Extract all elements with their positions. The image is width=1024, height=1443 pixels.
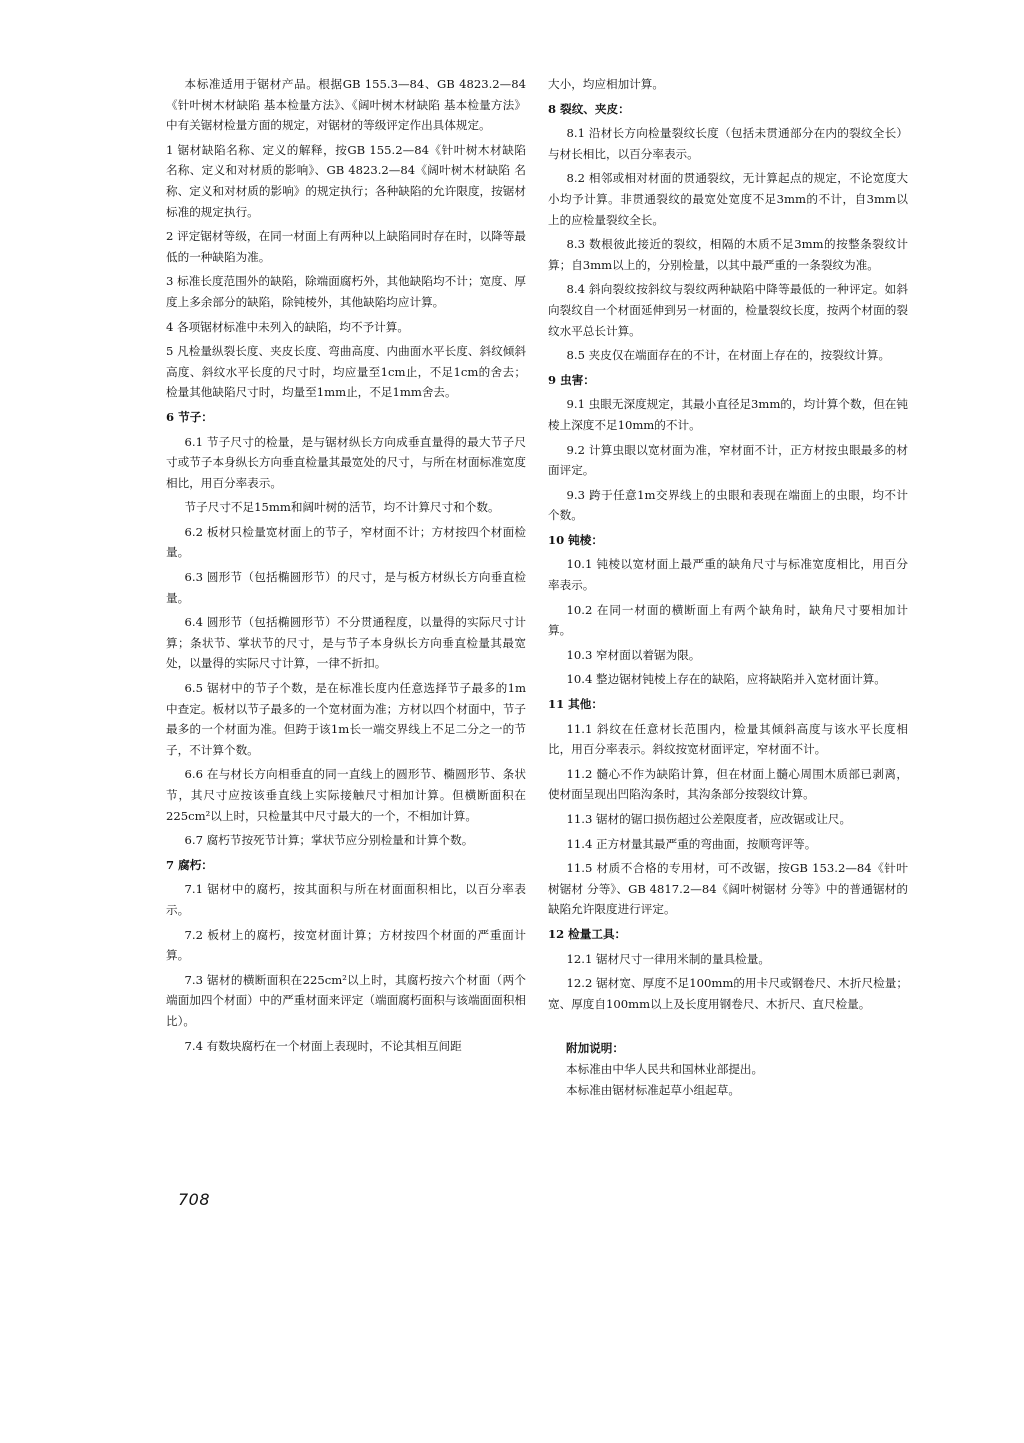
paragraph: 9.1 虫眼无深度规定，其最小直径足3mm的，均计算个数，但在钝棱上深度不足10mm的不计。 — [548, 397, 908, 432]
paragraph: 6.6 在与材长方向相垂直的同一直线上的圆形节、椭圆形节、条状节，其尺寸应按该垂直线上实际接触尺寸相加计算。但横断面积在225cm²以上时，只检量其中尺寸最大的一个，不相加计算。 — [166, 767, 526, 823]
paragraph: 12.2 锯材宽、厚度不足100mm的用卡尺或钢卷尺、木折尺检量；宽、厚度自100mm以上及长度用钢卷尺、木折尺、直尺检量。 — [548, 976, 908, 1011]
paragraph: 8.4 斜向裂纹按斜纹与裂纹两种缺陷中降等最低的一种评定。如斜向裂纹自一个材面延伸到另一材面的，检量裂纹长度，按两个材面的裂纹水平总长计算。 — [548, 282, 908, 338]
paragraph: 8.5 夹皮仅在端面存在的不计，在材面上存在的，按裂纹计算。 — [566, 348, 891, 363]
paragraph: 9.3 跨于任意1m交界线上的虫眼和表现在端面上的虫眼，均不计个数。 — [548, 487, 908, 523]
appendix-title: 附加说明： — [566, 1041, 624, 1056]
paragraph: 6.4 圆形节（包括椭圆形节）不分贯通程度，以量得的实际尺寸计算；条状节、掌状节的尺寸，是与节子本身纵长方向垂直检量其最宽处，以量得的实际尺寸计算，一律不折扣。 — [166, 615, 526, 671]
paragraph: 6.7 腐朽节按死节计算；掌状节应分别检量和计算个数。 — [184, 833, 474, 848]
paragraph: 8.2 相邻或相对材面的贯通裂纹，无计算起点的规定，不论宽度大小均予计算。非贯通裂纹的最宽处宽度不足3mm的不计，自3mm以上的应检量裂纹全长。 — [548, 171, 908, 227]
paragraph: 6.5 锯材中的节子个数，是在标准长度内任意选择节子最多的1m中查定。板材以节子最多的一个宽材面为准；方材以四个材面中，节子最多的一个材面为准。但跨于该1m长一端交界线上不足二分之一的节子，不计算个数。 — [166, 681, 526, 757]
paragraph: 10.4 整边锯材钝棱上存在的缺陷，应将缺陷并入宽材面计算。 — [566, 672, 886, 687]
appendix — [548, 1038, 908, 1100]
section-heading: 6 节子： — [166, 409, 213, 424]
paragraph: 7.4 有数块腐朽在一个材面上表现时，不论其相互间距 — [184, 1038, 462, 1053]
paragraph: 12.1 锯材尺寸一律用米制的量具检量。 — [566, 951, 770, 966]
section-heading: 11 其他： — [548, 697, 603, 712]
paragraph: 大小，均应相加计算。 — [548, 77, 664, 91]
paragraph: 本标准适用于锯材产品。根据GB 155.3—84、GB 4823.2—84《针叶树木材缺陷 基本检量方法》、《阔叶树木材缺陷 基本检量方法》中有关锯材检量方面的规定，对锯材的等级评定作出具体规定。 — [166, 77, 526, 133]
paragraph: 11.2 髓心不作为缺陷计算，但在材面上髓心周围木质部已剥离，使材面呈现出凹陷沟条时，其沟条部分按裂纹计算。 — [548, 766, 908, 802]
paragraph: 1 锯材缺陷名称、定义的解释，按GB 155.2—84《针叶树木材缺陷 名称、定义和对材质的影响》、GB 4823.2—84《阔叶树木材缺陷 名称、定义和对材质的影响》的规定执行；各种缺陷的允许限度，按锯材标准的规定执行。 — [166, 142, 526, 219]
paragraph: 8.1 沿材长方向检量裂纹长度（包括未贯通部分在内的裂纹全长）与材长相比，以百分率表示。 — [548, 126, 908, 161]
paragraph: 6.2 板材只检量宽材面上的节子，窄材面不计；方材按四个材面检量。 — [166, 524, 526, 560]
paragraph: 11.4 正方材量其最严重的弯曲面，按顺弯评等。 — [566, 836, 817, 851]
paragraph: 4 各项锯材标准中未列入的缺陷，均不予计算。 — [166, 319, 409, 334]
section-heading: 7 腐朽： — [166, 857, 213, 872]
paragraph: 7.3 锯材的横断面积在225cm²以上时，其腐朽按六个材面（两个端面加四个材面）中的严重材面来评定（端面腐朽面积与该端面面积相比）。 — [166, 972, 526, 1028]
paragraph: 6.3 圆形节（包括椭圆形节）的尺寸，是与板方材纵长方向垂直检量。 — [166, 570, 526, 605]
paragraph: 11.1 斜纹在任意材长范围内，检量其倾斜高度与该水平长度相比，用百分率表示。斜纹按宽材面评定，窄材面不计。 — [548, 721, 908, 757]
paragraph: 10.1 钝棱以宽材面上最严重的缺角尺寸与标准宽度相比，用百分率表示。 — [548, 557, 908, 593]
paragraph: 2 评定锯材等级，在同一材面上有两种以上缺陷同时存在时，以降等最低的一种缺陷为准。 — [166, 229, 526, 264]
section-heading: 9 虫害： — [548, 372, 595, 387]
paragraph: 11.5 材质不合格的专用材，可不改锯，按GB 153.2—84《针叶树锯材 分等》、GB 4817.2—84《阔叶树锯材 分等》中的普通锯材的缺陷允许限度进行评定。 — [548, 861, 908, 917]
paragraph: 7.1 锯材中的腐朽，按其面积与所在材面面积相比，以百分率表示。 — [166, 882, 526, 917]
paragraph: 9.2 计算虫眼以宽材面为准，窄材面不计，正方材按虫眼最多的材面评定。 — [548, 442, 908, 478]
left-column — [166, 74, 526, 1056]
appendix-line: 本标准由中华人民共和国林业部提出。 — [566, 1061, 764, 1076]
page-number: 708 — [178, 1190, 211, 1209]
section-heading: 10 钝棱： — [548, 532, 603, 547]
paragraph: 5 凡检量纵裂长度、夹皮长度、弯曲高度、内曲面水平长度、斜纹倾斜高度、斜纹水平长度的尺寸时，均应量至1cm止，不足1cm的舍去；检量其他缺陷尺寸时，均量至1mm止，不足1mm舍去。 — [166, 344, 526, 400]
paragraph: 8.3 数根彼此接近的裂纹，相隔的木质不足3mm的按整条裂纹计算；自3mm以上的，分别检量，以其中最严重的一条裂纹为准。 — [548, 237, 908, 272]
paragraph: 7.2 板材上的腐朽，按宽材面计算；方材按四个材面的严重面计算。 — [166, 927, 526, 963]
paragraph: 3 标准长度范围外的缺陷，除端面腐朽外，其他缺陷均不计；宽度、厚度上多余部分的缺陷，除钝棱外，其他缺陷均应计算。 — [166, 274, 526, 309]
paragraph: 6.1 节子尺寸的检量，是与锯材纵长方向成垂直量得的最大节子尺寸或节子本身纵长方向垂直检量其最宽处的尺寸，与所在材面标准宽度相比，用百分率表示。 — [166, 434, 526, 490]
paragraph: 10.3 窄材面以着锯为限。 — [566, 647, 701, 662]
appendix-line: 本标准由锯材标准起草小组起草。 — [566, 1082, 740, 1097]
paragraph: 10.2 在同一材面的横断面上有两个缺角时，缺角尺寸要相加计算。 — [548, 602, 908, 638]
section-heading: 12 检量工具： — [548, 926, 627, 941]
section-heading: 8 裂纹、夹皮： — [548, 101, 630, 116]
paragraph: 11.3 锯材的锯口损伤超过公差限度者，应改锯或让尺。 — [566, 812, 852, 826]
paragraph: 节子尺寸不足15mm和阔叶树的活节，均不计算尺寸和个数。 — [184, 500, 500, 515]
right-column — [548, 74, 908, 1100]
